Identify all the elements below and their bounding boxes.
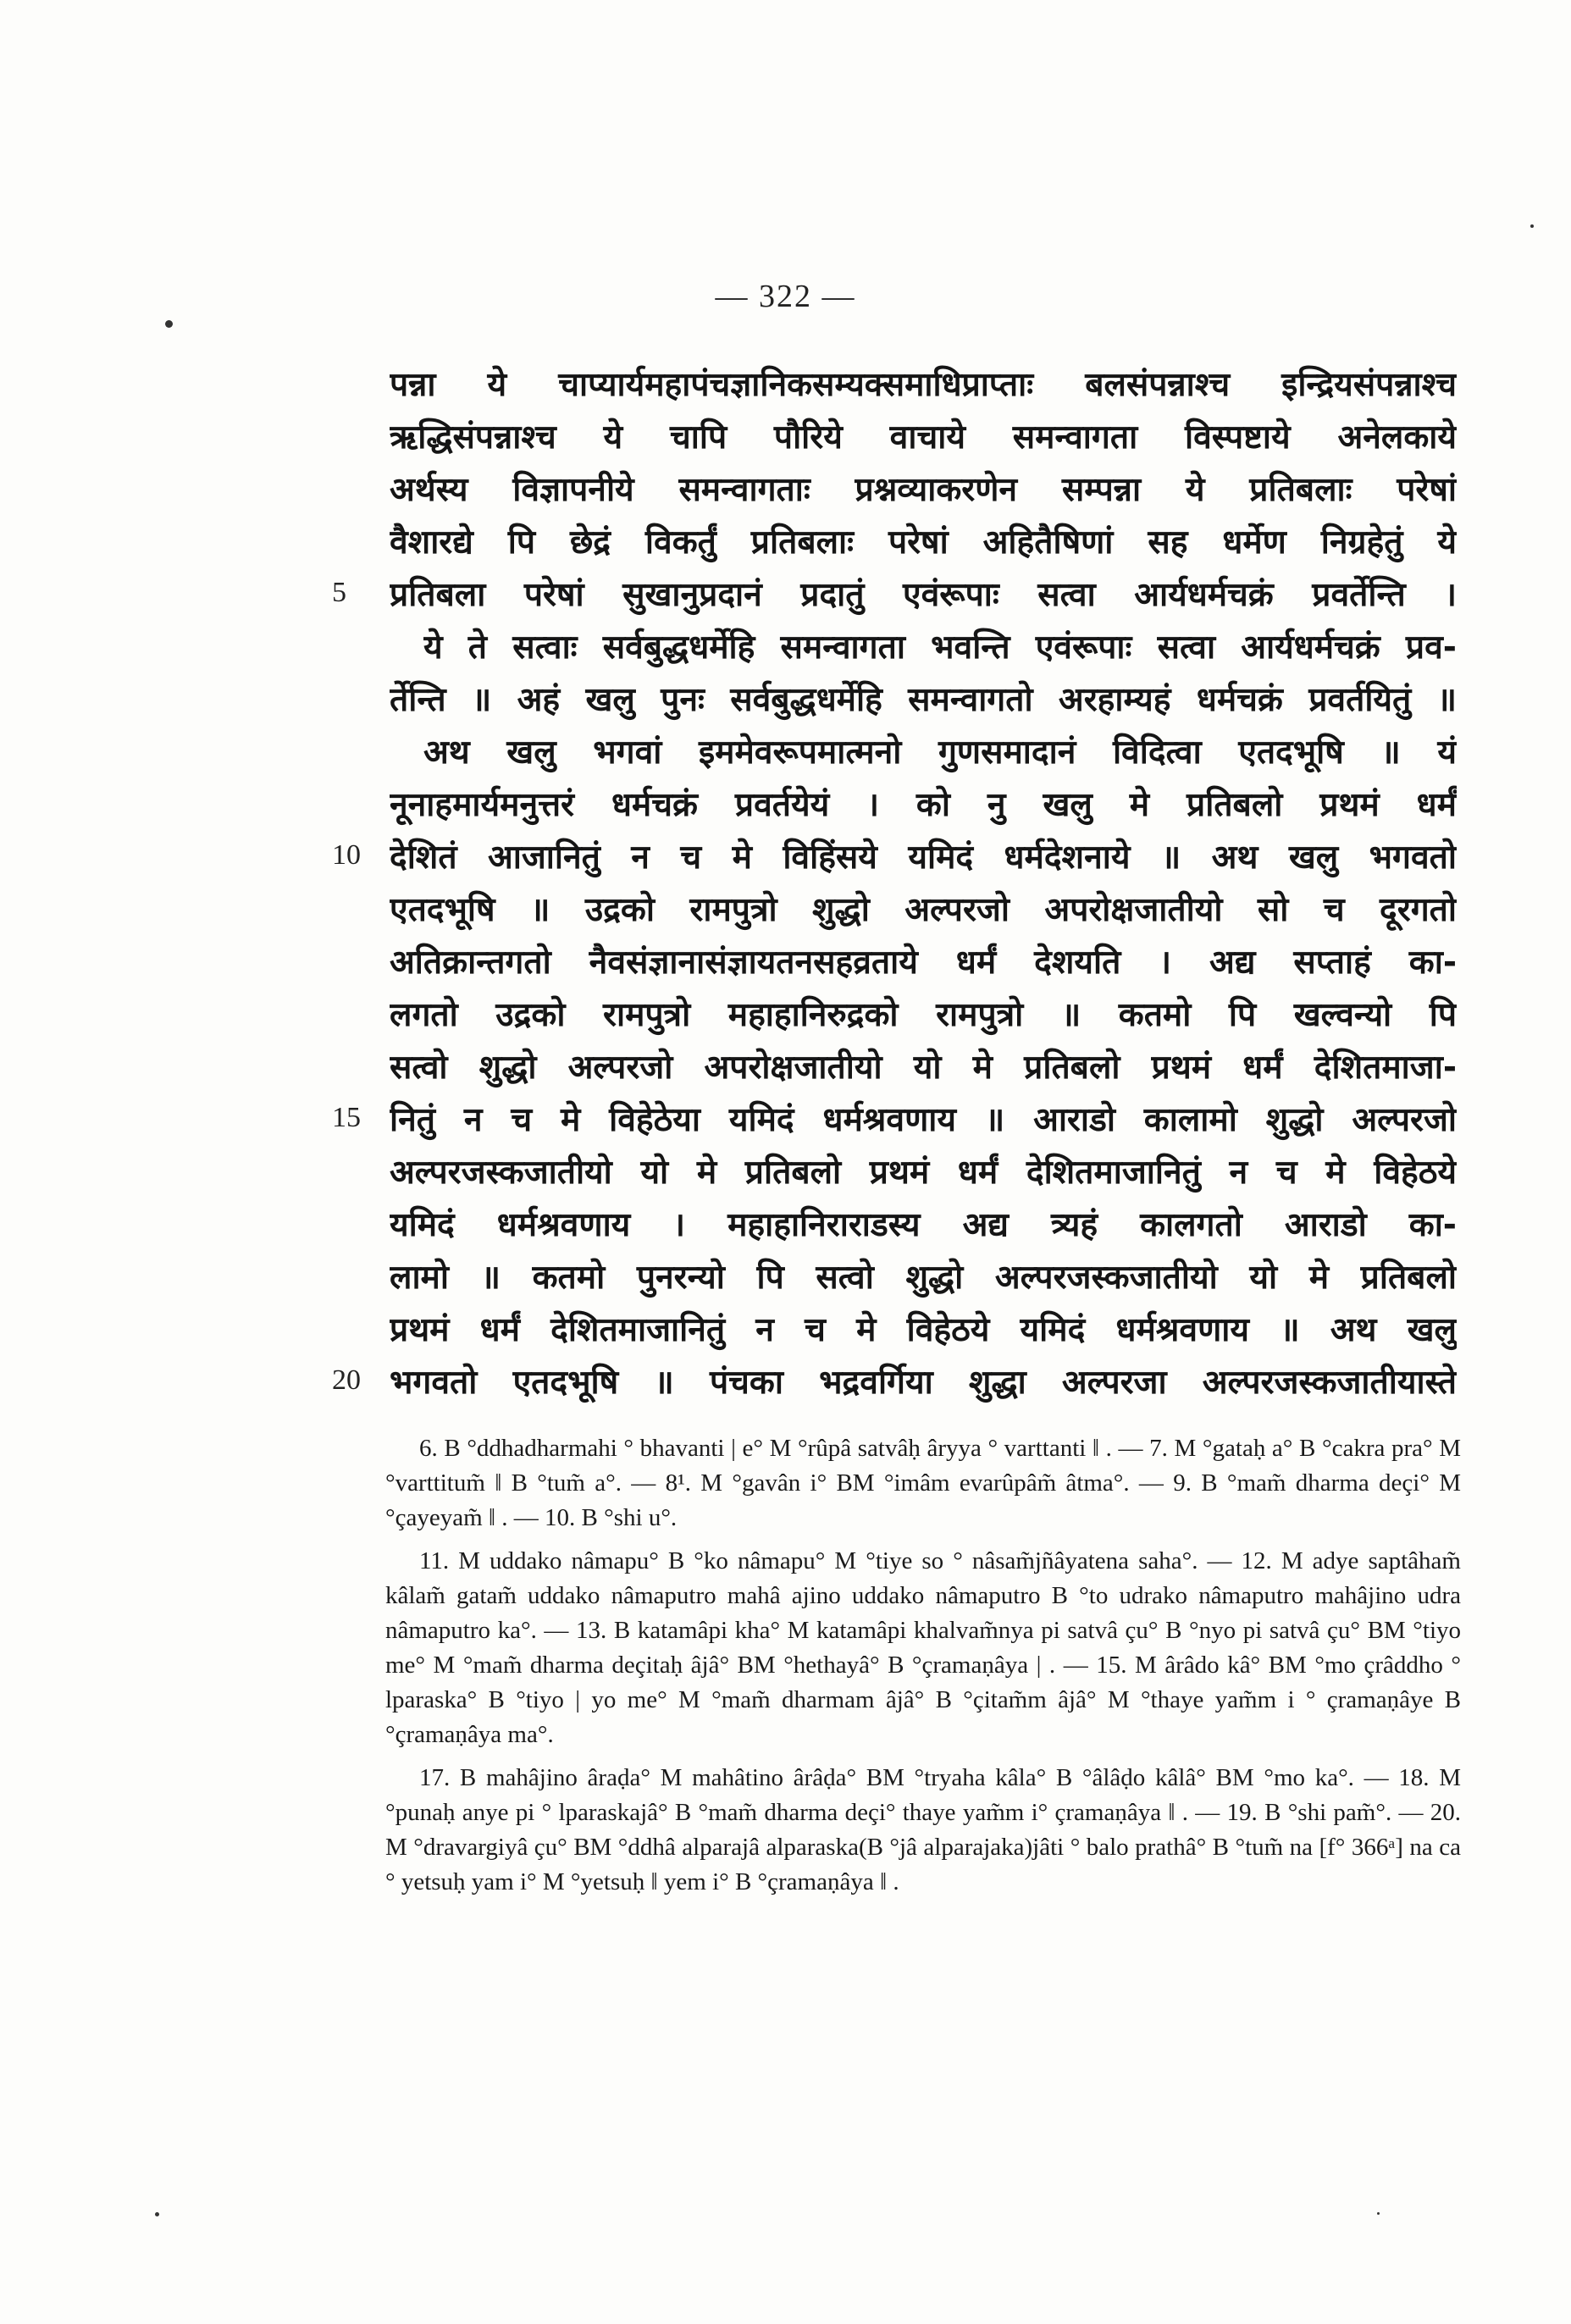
line-text: अर्थस्य विज्ञापनीये समन्वागताः प्रश्नव्याकरणेन सम्पन्ना ये प्रतिबलाः परेषां: [390, 471, 1457, 509]
text-line: [0, 1253, 1571, 1305]
text-line: [0, 885, 1571, 938]
line-number: 15: [332, 1102, 361, 1133]
line-text: यमिदं धर्मश्रवणाय । महाहानिराराडस्य अद्य त्र्यहं कालगतो आराडो का-: [390, 1206, 1457, 1244]
scan-speck: [155, 2212, 159, 2216]
line-text: नूनाहमार्यमनुत्तरं धर्मचक्रं प्रवर्तयेयं । को नु खलु मे प्रतिबलो प्रथमं धर्मं: [390, 786, 1457, 824]
line-text: लामो ॥ कतमो पुनरन्यो पि सत्वो शुद्धो अल्परजस्कजातीयो यो मे प्रतिबलो: [390, 1259, 1457, 1297]
text-line: [0, 1095, 1571, 1148]
line-text: र्तेन्ति ॥ अहं खलु पुनः सर्वबुद्धधर्मेहि समन्वागतो अरहाम्यहं धर्मचक्रं प्रवर्तयितुं ॥: [390, 681, 1457, 719]
footnotes-block: [385, 1431, 1461, 1908]
sanskrit-text-block: [0, 360, 1571, 1410]
line-text: नितुं न च मे विहेठेया यमिदं धर्मश्रवणाय ॥ आराडो कालामो शुद्धो अल्परजो: [390, 1101, 1457, 1139]
line-text: वैशारद्ये पि छेद्रं विकर्तुं प्रतिबलाः परेषां अहितैषिणां सह धर्मेण निग्रहेतुं ये: [390, 523, 1457, 562]
text-line: [0, 728, 1571, 780]
scan-speck: [1377, 2212, 1380, 2215]
line-text: ऋद्धिसंपन्नाश्च ये चापि पौरिये वाचाये समन्वागता विस्पष्टाये अनेलकाये: [390, 418, 1457, 456]
text-line: [0, 990, 1571, 1043]
line-text: पन्ना ये चाप्यार्यमहापंचज्ञानिकसम्यक्समाधिप्राप्ताः बलसंपन्नाश्च इन्द्रियसंपन्नाश्च: [390, 366, 1457, 404]
text-line: [0, 1200, 1571, 1253]
text-line: [0, 780, 1571, 833]
text-line: [0, 938, 1571, 990]
line-text: प्रतिबला परेषां सुखानुप्रदानं प्रदातुं एवंरूपाः सत्वा आर्यधर्मचक्रं प्रवर्तेन्ति ।: [390, 576, 1457, 614]
line-text: एतदभूषि ॥ उद्रको रामपुत्रो शुद्धो अल्परजो अपरोक्षजातीयो सो च दूरगतो: [390, 891, 1457, 929]
scan-speck: [1530, 224, 1534, 228]
line-text: भगवतो एतदभूषि ॥ पंचका भद्रवर्गिया शुद्धा अल्परजा अल्परजस्कजातीयास्ते: [390, 1364, 1457, 1402]
text-line: [0, 412, 1571, 465]
text-line: [0, 1043, 1571, 1095]
line-number: 20: [332, 1364, 361, 1396]
line-text: प्रथमं धर्मं देशितमाजानितुं न च मे विहेठये यमिदं धर्मश्रवणाय ॥ अथ खलु: [390, 1311, 1457, 1349]
text-line: [0, 1305, 1571, 1358]
line-number: 10: [332, 839, 361, 871]
line-text: अतिक्रान्तगतो नैवसंज्ञानासंज्ञायतनसहव्रताये धर्मं देशयति । अद्य सप्ताहं का-: [390, 943, 1457, 982]
page-number: — 322 —: [715, 279, 856, 314]
text-line: [0, 1358, 1571, 1410]
text-line: [0, 833, 1571, 885]
footnote-paragraph: 6. B °ddhadharmahi ° bhavanti | e° M °rûpâ satvâḥ âryya ° varttanti ‖ . — 7. M °gataḥ a° B °cakra pra° M °varttitum̃ ‖ B °tum̃ a°. — 8¹. M °gavân i° BM °imâm evarûpâm̃ âtma°. — 9. B °mam̃ dharma deçi° M °çayeyam̃ ‖ . — 10. B °shi u°.: [385, 1435, 1461, 1531]
text-line: [0, 465, 1571, 517]
line-text: अथ खलु भगवां इममेवरूपमात्मनो गुणसमादानं विदित्वा एतदभूषि ॥ यं: [423, 733, 1457, 772]
scan-speck: [165, 320, 173, 328]
line-text: अल्परजस्कजातीयो यो मे प्रतिबलो प्रथमं धर्मं देशितमाजानितुं न च मे विहेठये: [390, 1154, 1457, 1192]
line-text: ये ते सत्वाः सर्वबुद्धधर्मेहि समन्वागता भवन्ति एवंरूपाः सत्वा आर्यधर्मचक्रं प्रव-: [423, 628, 1457, 667]
text-line: [0, 675, 1571, 728]
text-line: [0, 517, 1571, 570]
text-line: [0, 622, 1571, 675]
line-text: लगतो उद्रको रामपुत्रो महाहानिरुद्रको रामपुत्रो ॥ कतमो पि खल्वन्यो पि: [390, 996, 1457, 1034]
footnote-paragraph: 11. M uddako nâmapu° B °ko nâmapu° M °tiye so ° nâsam̃jñâyatena saha°. — 12. M adye saptâham̃ kâlam̃ gatam̃ uddako nâmaputro mahâ ajino uddako nâmaputro B °to udrako nâmaputro mahâjino udra nâmaputro ka°. — 13. B katamâpi kha° M katamâpi khalvam̃nya pi satvâ çu° B °nyo pi satvâ çu° BM °tiyo me° M °mam̃ dharma deçitaḥ âjâ° BM °hethayâ° B °çramaṇâya | . — 15. M ârâdo kâ° BM °mo çrâddho ° lparaska° B °tiyo | yo me° M °mam̃ dharmam âjâ° B °çitam̃m âjâ° M °thaye yam̃m i ° çramaṇâye B °çramaṇâya ma°.: [385, 1547, 1461, 1748]
text-line: [0, 360, 1571, 412]
line-text: सत्वो शुद्धो अल्परजो अपरोक्षजातीयो यो मे प्रतिबलो प्रथमं धर्मं देशितमाजा-: [390, 1049, 1457, 1087]
line-number: 5: [332, 577, 346, 608]
line-text: देशितं आजानितुं न च मे विहिंसये यमिदं धर्मदेशनाये ॥ अथ खलु भगवतो: [390, 838, 1457, 877]
text-line: [0, 1148, 1571, 1200]
footnote-paragraph: 17. B mahâjino âraḍa° M mahâtino ârâḍa° BM °tryaha kâla° B °âlâḍo kâlâ° BM °mo ka°. — 18. M °punaḥ anye pi ° lparaskajâ° B °mam̃ dharma deçi° thaye yam̃m i° çramaṇâya ‖ . — 19. B °shi pam̃°. — 20. M °dravargiyâ çu° BM °ddhâ alparajâ alparaska(B °jâ alparajaka)jâti ° balo prathâ° B °tum̃ na [f° 366ᵃ] na ca ° yetsuḥ yam i° M °yetsuḥ ‖ yem i° B °çramaṇâya ‖ .: [385, 1764, 1461, 1895]
text-line: [0, 570, 1571, 622]
